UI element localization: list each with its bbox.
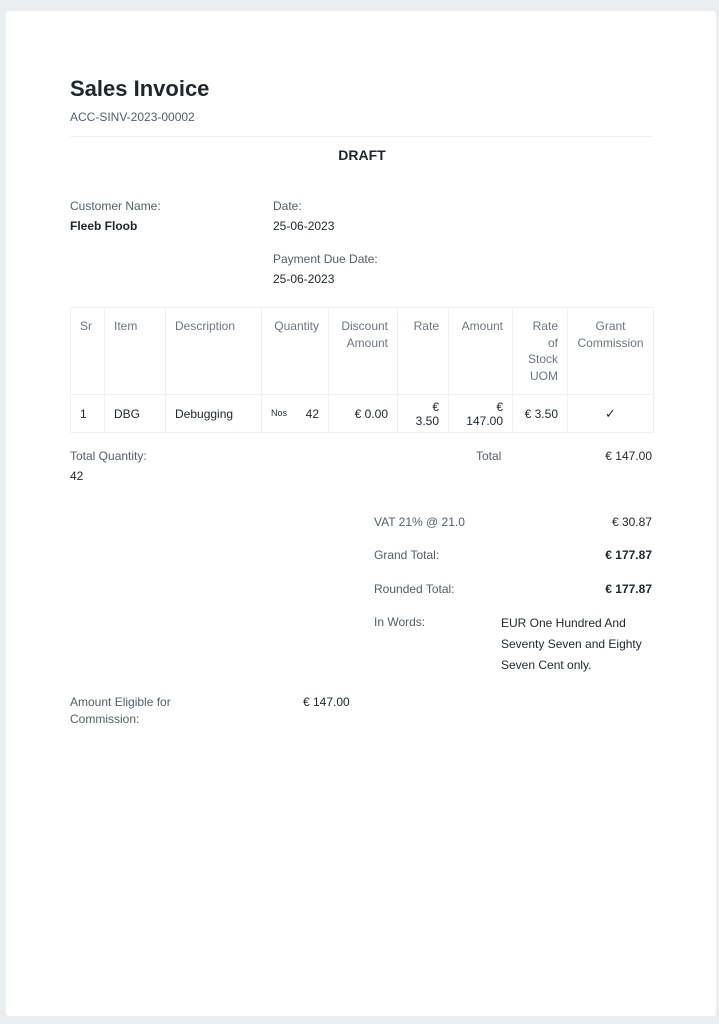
- cell-description: Debugging: [166, 395, 262, 433]
- col-header-rate-stock-uom: Rate of Stock UOM: [513, 308, 568, 395]
- date-label: Date:: [273, 199, 302, 213]
- table-header-row: [71, 308, 654, 395]
- cell-item: DBG: [105, 395, 166, 433]
- total-label: Total: [476, 449, 502, 463]
- commission-value: € 147.00: [303, 695, 350, 709]
- vat-value: € 30.87: [611, 515, 652, 529]
- total-value: € 147.00: [605, 449, 652, 463]
- page-title: Sales Invoice: [70, 76, 210, 101]
- grand-total-value: € 177.87: [605, 548, 652, 562]
- col-header-discount: Discount Amount: [329, 308, 398, 395]
- cell-amount: € 147.00: [449, 395, 513, 433]
- status-label: DRAFT: [338, 147, 386, 163]
- in-words-value: EUR One Hundred And Seventy Seven and Eighty Seven Cent only.: [501, 616, 642, 672]
- due-date-value: 25-06-2023: [273, 272, 335, 286]
- rounded-total-value: € 177.87: [605, 582, 652, 596]
- commission-label: Amount Eligible for Commission:: [70, 695, 171, 726]
- date-value: 25-06-2023: [273, 219, 335, 233]
- cell-sr: 1: [71, 395, 105, 433]
- header-divider: [70, 136, 653, 137]
- table-row: [71, 395, 654, 433]
- customer-label: Customer Name:: [70, 199, 161, 213]
- total-quantity-value: 42: [70, 469, 84, 483]
- col-header-description: Description: [166, 308, 262, 395]
- col-header-item: Item: [105, 308, 166, 395]
- col-header-grant-commission: Grant Commission: [568, 308, 654, 395]
- col-header-quantity: Quantity: [262, 308, 329, 395]
- cell-qty: 42: [305, 406, 319, 421]
- check-icon: ✓: [568, 395, 654, 433]
- cell-rate-stock-uom: € 3.50: [513, 395, 568, 433]
- items-table: [70, 307, 654, 433]
- due-date-label: Payment Due Date:: [273, 252, 378, 266]
- invoice-page: [6, 11, 716, 1016]
- cell-rate: € 3.50: [398, 395, 449, 433]
- customer-value: Fleeb Floob: [70, 219, 138, 233]
- grand-total-label: Grand Total:: [374, 548, 440, 562]
- vat-label: VAT 21% @ 21.0: [374, 515, 465, 529]
- invoice-id: ACC-SINV-2023-00002: [70, 110, 195, 124]
- total-quantity-label: Total Quantity:: [70, 449, 147, 463]
- rounded-total-label: Rounded Total:: [374, 582, 455, 596]
- cell-uom: Nos: [271, 407, 288, 418]
- col-header-sr: Sr: [71, 308, 105, 395]
- cell-discount: € 0.00: [329, 395, 398, 433]
- in-words-label: In Words:: [374, 615, 426, 629]
- col-header-rate: Rate: [398, 308, 449, 395]
- col-header-amount: Amount: [449, 308, 513, 395]
- cell-quantity: [262, 395, 329, 433]
